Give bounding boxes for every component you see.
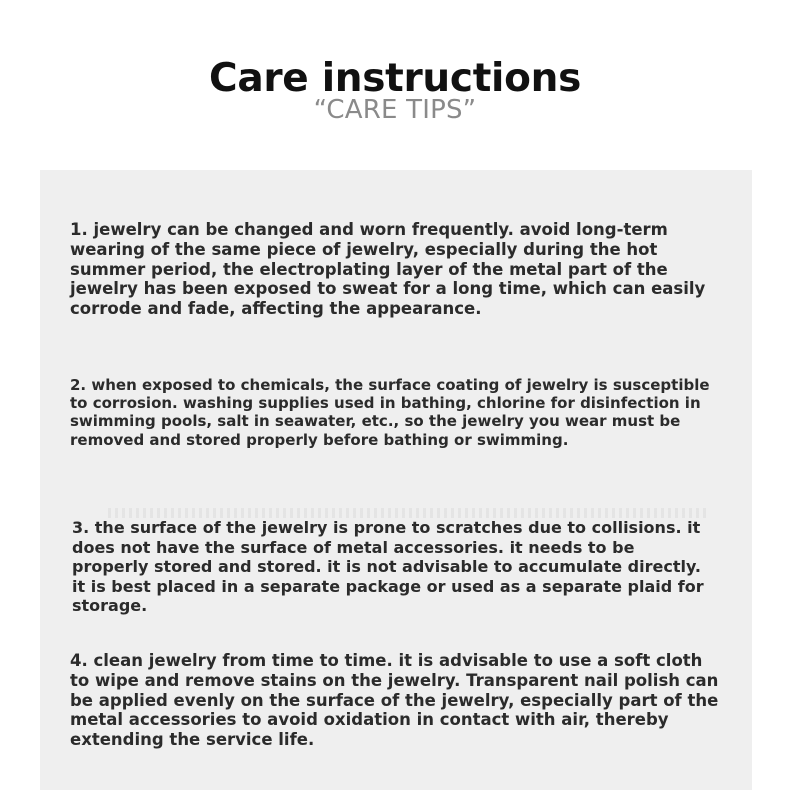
care-tip-4: 4. clean jewelry from time to time. it is advisable to use a soft cloth to wipe and remove stains on the jewelry. Transparent nail polish can be applied evenly on the surface of the jewelry, especially part of the metal accessories to avoid oxidation in contact with air, thereby extending the service life. <box>70 651 719 750</box>
page-title: Care instructions <box>209 56 581 102</box>
care-tip-3: 3. the surface of the jewelry is prone to scratches due to collisions. it does not have the surface of metal accessories. it needs to be properly stored and stored. it is not advisable to accumulate directly. it is best placed in a separate package or used as a separate plaid for storage. <box>72 518 704 616</box>
scan-artifact <box>108 508 708 518</box>
care-tip-1: 1. jewelry can be changed and worn frequently. avoid long-term wearing of the same piece of jewelry, especially during the hot summer period, the electroplating layer of the metal part of the jewelry has been exposed to sweat for a long time, which can easily corrode and fade, affecting the appearance. <box>70 220 706 319</box>
care-tip-2: 2. when exposed to chemicals, the surface coating of jewelry is susceptible to corrosion. washing supplies used in bathing, chlorine for disinfection in swimming pools, salt in seawater, etc., so the jewelry you wear must be removed and stored properly before bathing or swimming. <box>70 376 710 449</box>
page-subtitle: “CARE TIPS” <box>313 95 477 125</box>
